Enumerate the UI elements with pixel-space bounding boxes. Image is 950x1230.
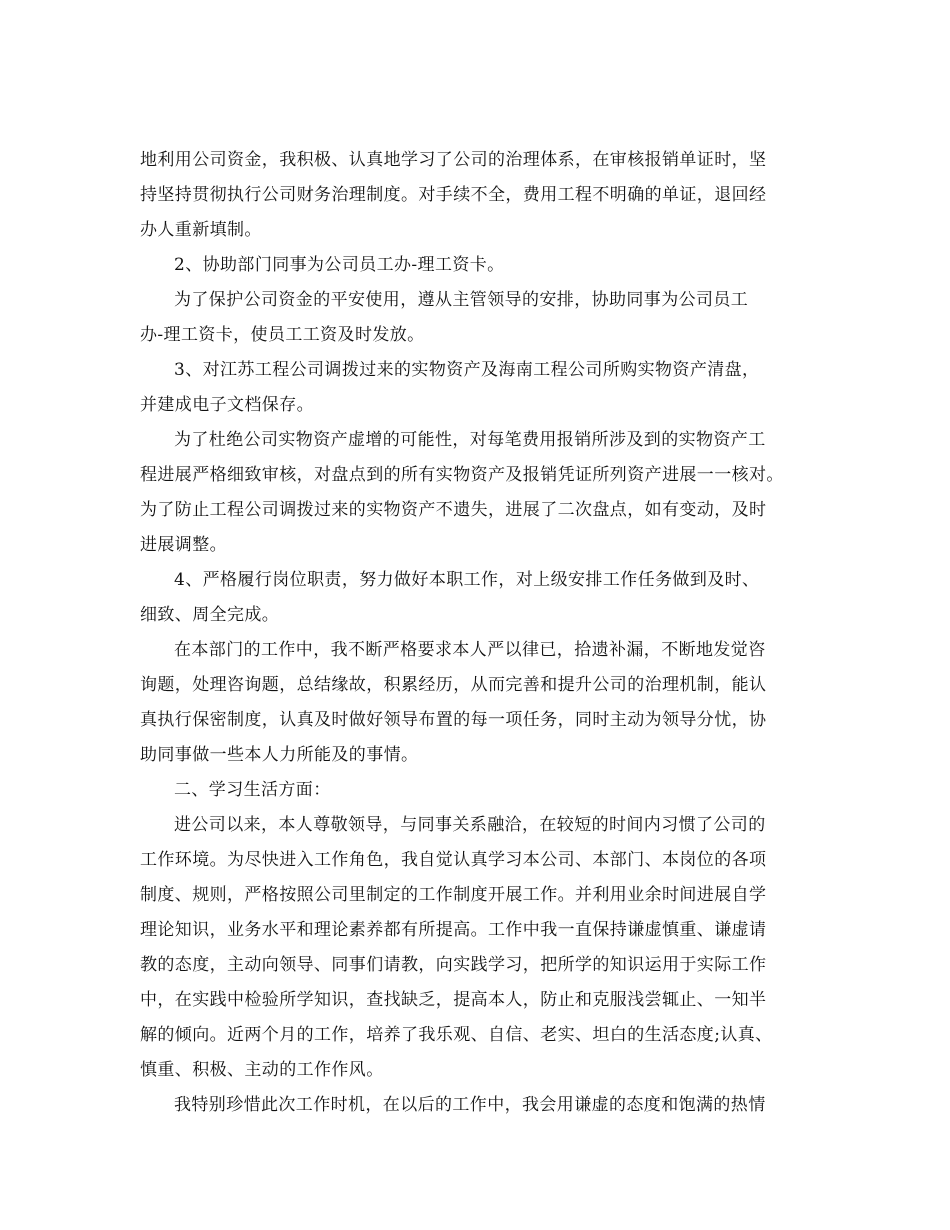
text-line: 二、学习生活方面： [174,780,331,800]
text-line: 进展调整。 [140,535,227,555]
text-line: 询题，处理咨询题，总结缘故，积累经历，从而完善和提升公司的治理机制，能认 [140,675,767,695]
text-line: 理论知识，业务水平和理论素养都有所提高。工作中我一直保持谦虚慎重、谦虚请 [140,920,767,940]
text-line: 4、严格履行岗位职责，努力做好本职工作，对上级安排工作任务做到及时、 [174,570,760,590]
text-line: 我特别珍惜此次工作时机，在以后的工作中，我会用谦虚的态度和饱满的热情 [174,1095,766,1115]
text-line: 中，在实践中检验所学知识，查找缺乏，提高本人，防止和克服浅尝辄止、一知半 [140,990,767,1010]
text-line: 细致、周全完成。 [140,605,280,625]
text-line: 办-理工资卡，使员工工资及时发放。 [140,325,425,345]
text-line: 助同事做一些本人力所能及的事情。 [140,745,419,765]
text-line: 办人重新填制。 [140,220,262,240]
text-line: 慎重、积极、主动的工作作风。 [140,1060,384,1080]
text-line: 为了保护公司资金的平安使用，遵从主管领导的安排，协助同事为公司员工 [174,290,749,310]
text-line: 进公司以来，本人尊敬领导，与同事关系融洽，在较短的时间内习惯了公司的 [174,815,766,835]
text-line: 地利用公司资金，我积极、认真地学习了公司的治理体系，在审核报销单证时，坚 [140,150,767,170]
text-line: 教的态度，主动向领导、同事们请教，向实践学习，把所学的知识运用于实际工作 [140,955,767,975]
text-line: 持坚持贯彻执行公司财务治理制度。对手续不全，费用工程不明确的单证，退回经 [140,185,767,205]
text-line: 解的倾向。近两个月的工作，培养了我乐观、自信、老实、坦白的生活态度;认真、 [140,1025,773,1045]
text-line: 在本部门的工作中，我不断严格要求本人严以律已，拾遗补漏，不断地发觉咨 [174,640,766,660]
text-line: 3、对江苏工程公司调拨过来的实物资产及海南工程公司所购实物资产清盘， [174,360,760,380]
text-line: 并建成电子文档保存。 [140,395,314,415]
text-line: 为了杜绝公司实物资产虚增的可能性，对每笔费用报销所涉及到的实物资产工 [174,430,766,450]
text-line: 制度、规则，严格按照公司里制定的工作制度开展工作。并利用业余时间进展自学 [140,885,767,905]
text-line: 为了防止工程公司调拨过来的实物资产不遗失，进展了二次盘点，如有变动，及时 [140,500,767,520]
text-line: 程进展严格细致审核，对盘点到的所有实物资产及报销凭证所列资产进展一一核对。 [140,465,784,485]
text-line: 2、协助部门同事为公司员工办-理工资卡。 [174,255,505,275]
text-line: 真执行保密制度，认真及时做好领导布置的每一项任务，同时主动为领导分忧，协 [140,710,767,730]
document-body [140,143,820,1123]
text-line: 工作环境。为尽快进入工作角色，我自觉认真学习本公司、本部门、本岗位的各项 [140,850,767,870]
